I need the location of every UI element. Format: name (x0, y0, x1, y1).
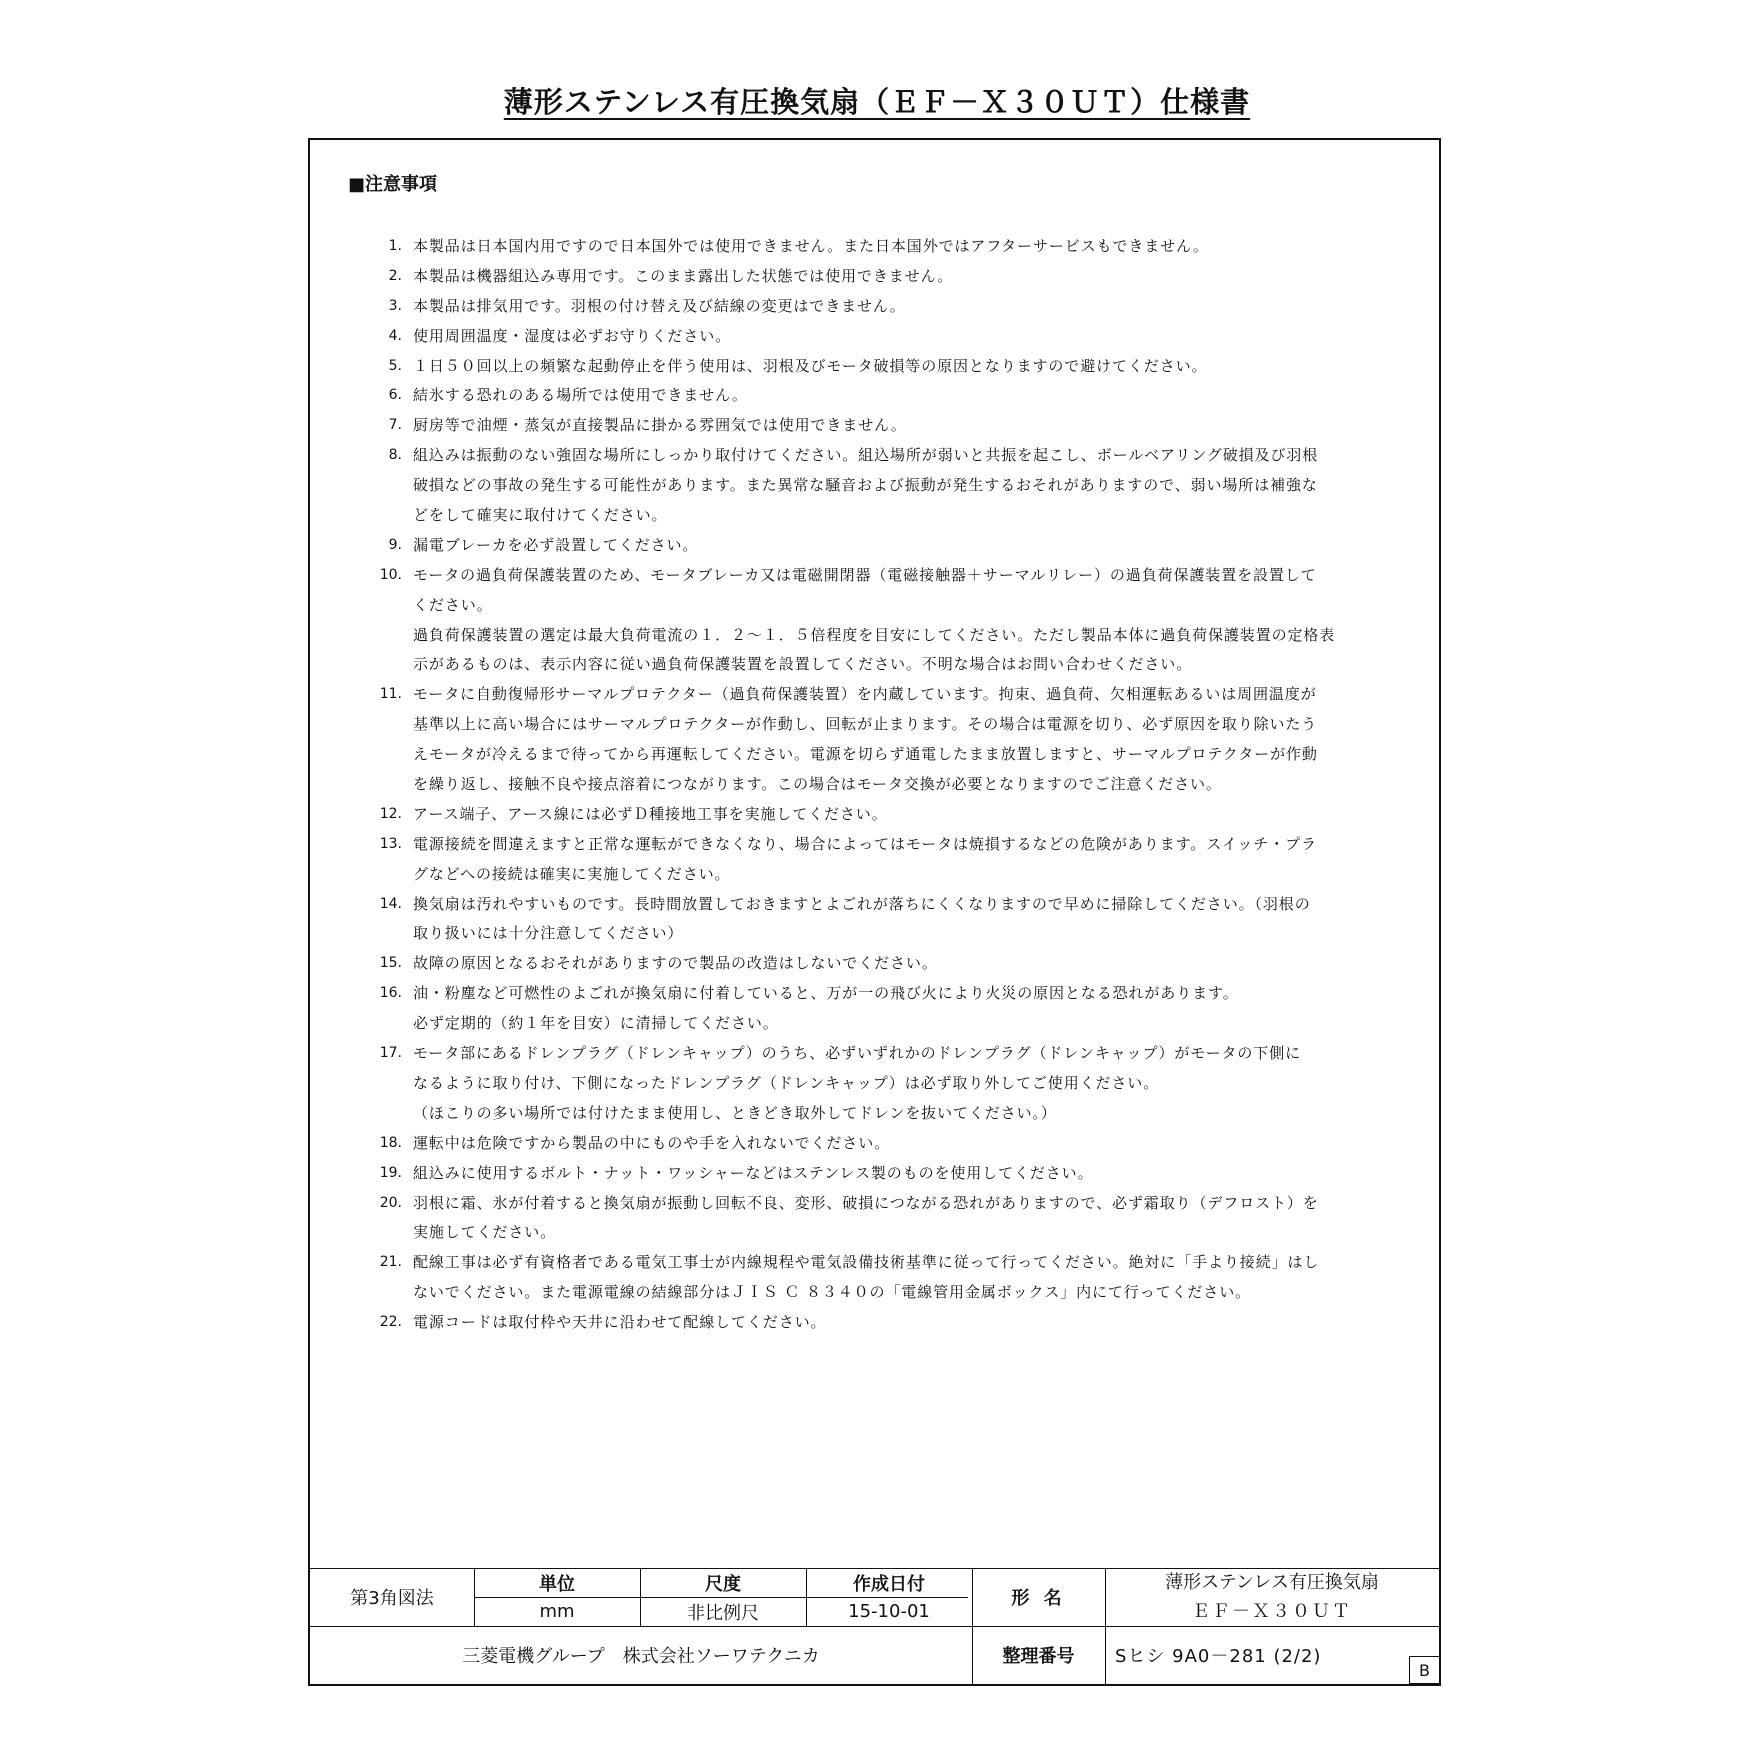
list-item (310, 1278, 1441, 1308)
list-item (310, 262, 1441, 292)
list-item (310, 1069, 1441, 1099)
document-title: 薄形ステンレス有圧換気扇（ＥＦ－Ｘ３０ＵＴ）仕様書 (503, 85, 1251, 119)
date-header: 作成日付 (853, 1573, 925, 1595)
note-number: 1. (388, 238, 402, 254)
list-item (310, 1009, 1441, 1039)
list-item (310, 441, 1441, 471)
unit-header: 単位 (539, 1573, 575, 1595)
note-text: を繰り返し、接触不良や接点溶着につながります。この場合はモータ交換が必要となりますのでご注意ください。 (413, 775, 1222, 794)
note-text: 示があるものは、表示内容に従い過負荷保護装置を設置してください。不明な場合はお問い合わせください。 (413, 655, 1193, 674)
note-text: （ほこりの多い場所では付けたまま使用し、ときどき取外してドレンを抜いてください。） (413, 1103, 1057, 1122)
model-name-line1: 薄形ステンレス有圧換気扇 (1165, 1572, 1379, 1593)
list-item (310, 531, 1441, 561)
revision-mark: B (1409, 1656, 1440, 1684)
note-text: 故障の原因となるおそれがありますので製品の改造はしないでください。 (413, 954, 938, 973)
note-text: グなどへの接続は確実に実施してください。 (413, 864, 731, 883)
list-item (310, 1039, 1441, 1069)
note-number: 21. (379, 1254, 402, 1271)
note-text: 本製品は排気用です。羽根の付け替え及び結線の変更はできません。 (413, 296, 906, 315)
company-name: 三菱電機グループ 株式会社ソーワテクニカ (462, 1646, 820, 1667)
unit-value: mm (539, 1601, 575, 1622)
note-text: 実施してください。 (413, 1223, 557, 1242)
note-number: 10. (379, 566, 402, 583)
note-number: 2. (388, 267, 402, 284)
note-number: 16. (379, 985, 402, 1002)
note-number: 3. (388, 297, 402, 314)
list-item (310, 621, 1441, 651)
note-text: なるように取り付け、下側になったドレンプラグ（ドレンキャップ）は必ず取り外してご使用ください。 (413, 1073, 1160, 1092)
ref-number: Sヒシ 9A0－281 (2/2) (1115, 1646, 1322, 1667)
list-item (310, 770, 1441, 800)
list-item (310, 949, 1441, 979)
list-item (310, 919, 1441, 949)
list-item (310, 381, 1441, 411)
title-block (310, 1568, 1439, 1684)
list-item (310, 1308, 1441, 1338)
note-number: 22. (379, 1314, 402, 1331)
note-text: モータ部にあるドレンプラグ（ドレンキャップ）のうち、必ずいずれかのドレンプラグ（ドレンキャップ）がモータの下側に (413, 1044, 1302, 1063)
note-text: 厨房等で油煙・蒸気が直接製品に掛かる雰囲気では使用できません。 (413, 416, 907, 435)
note-text: ください。 (413, 595, 493, 614)
note-text: どをして確実に取付けてください。 (413, 506, 668, 525)
note-text: 漏電ブレーカを必ず設置してください。 (413, 535, 699, 554)
note-text: 換気扇は汚れやすいものです。長時間放置しておきますとよごれが落ちにくくなりますので早めに掃除してください。（羽根の (413, 894, 1311, 913)
list-item (310, 1248, 1441, 1278)
note-number: 8. (388, 447, 402, 464)
note-number: 18. (379, 1134, 402, 1151)
note-number: 11. (379, 686, 402, 703)
list-item (310, 1129, 1441, 1159)
list-item (310, 591, 1441, 621)
projection-method: 第3角図法 (350, 1588, 434, 1609)
note-text: 基準以上に高い場合にはサーマルプロテクターが作動し、回転が止まります。その場合は電源を切り、必ず原因を取り除いたう (413, 715, 1318, 734)
note-text: ないでください。また電源電線の結線部分はＪＩＳ Ｃ ８３４０の「電線管用金属ボックス」内にて行ってください。 (413, 1283, 1251, 1302)
notes-list (310, 232, 1441, 1338)
model-header: 形 名 (1011, 1588, 1066, 1609)
note-number: 4. (388, 327, 402, 344)
note-text: 組込みは振動のない強固な場所にしっかり取付けてください。組込場所が弱いと共振を起こし、ボールベアリング破損及び羽根 (413, 446, 1319, 465)
list-item (310, 471, 1441, 501)
note-text: 破損などの事故の発生する可能性があります。また異常な騒音および振動が発生するおそれがありますので、弱い場所は補強な (413, 476, 1318, 495)
note-text: 本製品は日本国内用ですので日本国外では使用できません。また日本国外ではアフターサービスもできません。 (413, 237, 1209, 255)
list-item (310, 650, 1441, 680)
note-number: 14. (379, 895, 402, 912)
scale-header: 尺度 (705, 1573, 741, 1595)
list-item (310, 1189, 1441, 1219)
note-text: 電源接続を間違えますと正常な運転ができなくなり、場合によってはモータは焼損するなどの危険があります。スイッチ・プラ (413, 834, 1317, 853)
list-item (310, 292, 1441, 322)
list-item (310, 800, 1441, 830)
note-text: 取り扱いには十分注意してください） (413, 924, 684, 943)
note-text: 組込みに使用するボルト・ナット・ワッシャーなどはステンレス製のものを使用してください。 (413, 1163, 1094, 1182)
list-item (310, 860, 1441, 890)
model-name (1105, 1568, 1439, 1626)
model-name-line2: ＥＦ－Ｘ３０ＵＴ (1192, 1601, 1352, 1622)
list-item (310, 352, 1441, 382)
note-number: 19. (379, 1164, 402, 1181)
ref-header: 整理番号 (1002, 1646, 1075, 1667)
section-heading: ■注意事項 (348, 174, 438, 195)
spec-frame (308, 138, 1441, 1686)
note-number: 12. (379, 805, 402, 822)
list-item (310, 1099, 1441, 1129)
date-value: 15-10-01 (848, 1601, 930, 1622)
list-item (310, 740, 1441, 770)
note-number: 15. (379, 955, 402, 972)
list-item (310, 561, 1441, 591)
list-item (310, 979, 1441, 1009)
note-text: 過負荷保護装置の選定は最大負荷電流の１．２～１．５倍程度を目安にしてください。ただし製品本体に過負荷保護装置の定格表 (413, 625, 1336, 644)
list-item (310, 710, 1441, 740)
scale-value: 非比例尺 (687, 1602, 759, 1624)
note-text: えモータが冷えるまで待ってから再運転してください。電源を切らず通電したまま放置しますと、サーマルプロテクターが作動 (413, 745, 1318, 764)
list-item (310, 830, 1441, 860)
note-text: 羽根に霜、氷が付着すると換気扇が振動し回転不良、変形、破損につながる恐れがありますので、必ず霜取り（デフロスト）を (413, 1193, 1319, 1212)
note-text: 使用周囲温度・湿度は必ずお守りください。 (413, 326, 732, 345)
note-text: モータの過負荷保護装置のため、モータブレーカ又は電磁開閉器（電磁接触器＋サーマルリレー）の過負荷保護装置を設置して (413, 565, 1317, 584)
list-item (310, 501, 1441, 531)
note-text: アース端子、アース線には必ずＤ種接地工事を実施してください。 (413, 804, 888, 823)
note-text: 必ず定期的（約１年を目安）に清掃してください。 (413, 1014, 779, 1033)
note-text: モータに自動復帰形サーマルプロテクター（過負荷保護装置）を内蔵しています。拘束、過負荷、欠相運転あるいは周囲温度が (413, 685, 1317, 704)
note-text: 運転中は危険ですから製品の中にものや手を入れないでください。 (413, 1133, 891, 1152)
note-number: 7. (388, 417, 402, 434)
note-text: 配線工事は必ず有資格者である電気工事士が内線規程や電気設備技術基準に従って行ってください。絶対に「手より接続」はし (413, 1253, 1320, 1272)
note-text: 本製品は機器組込み専用です。このまま露出した状態では使用できません。 (413, 266, 954, 285)
note-number: 13. (379, 835, 402, 852)
note-number: 9. (388, 536, 402, 553)
list-item (310, 232, 1441, 262)
note-number: 6. (388, 387, 402, 404)
note-text: 油・粉塵など可燃性のよごれが換気扇に付着していると、万が一の飛び火により火災の原因となる恐れがあります。 (413, 984, 1239, 1003)
list-item (310, 1159, 1441, 1189)
note-number: 5. (388, 357, 402, 374)
list-item (310, 1218, 1441, 1248)
list-item (310, 411, 1441, 441)
list-item (310, 322, 1441, 352)
note-text: 結氷する恐れのある場所では使用できません。 (413, 386, 748, 405)
note-number: 20. (379, 1194, 402, 1211)
note-number: 17. (379, 1045, 402, 1062)
note-text: 電源コードは取付枠や天井に沿わせて配線してください。 (413, 1313, 827, 1332)
list-item (310, 890, 1441, 920)
note-text: １日５０回以上の頻繁な起動停止を伴う使用は、羽根及びモータ破損等の原因となりますので避けてください。 (413, 356, 1208, 375)
list-item (310, 680, 1441, 710)
